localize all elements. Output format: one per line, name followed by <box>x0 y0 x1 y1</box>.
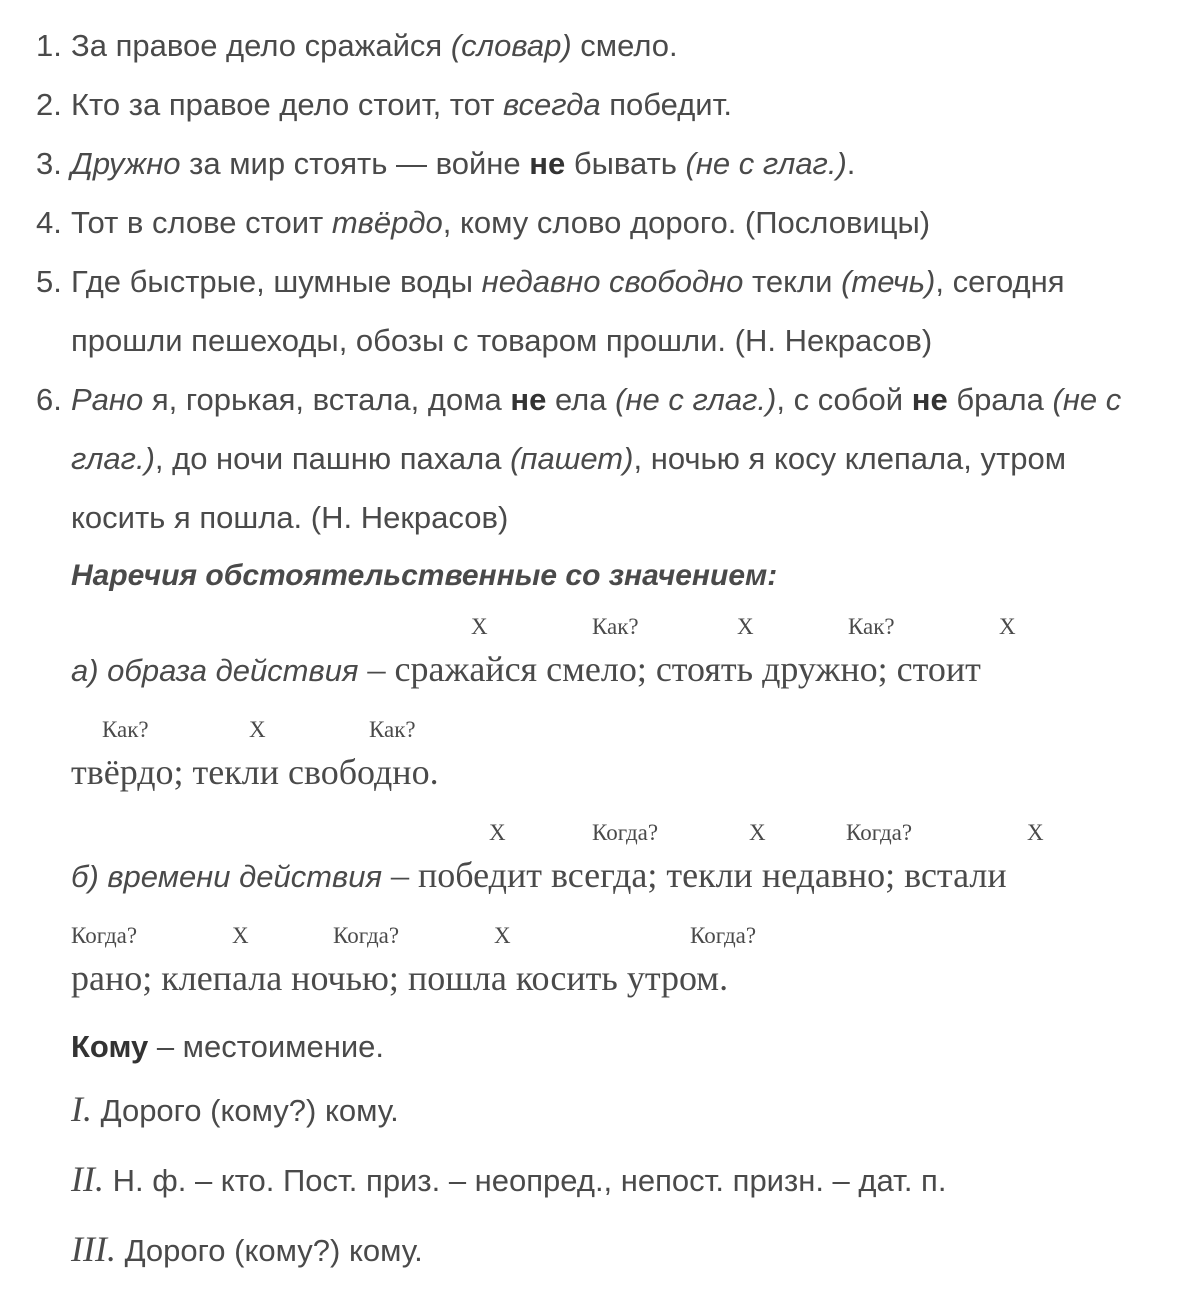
analysis-step <box>71 1231 423 1267</box>
example-text: рано; клепала ночью; пошла косить утром. <box>71 958 729 998</box>
item-text <box>71 266 1065 297</box>
section-heading: Наречия обстоятельственные со значением: <box>71 559 778 592</box>
question-mark-label: Х <box>471 614 488 639</box>
roman-numeral: III. <box>71 1229 116 1269</box>
text-run: – местоимение. <box>148 1029 384 1064</box>
question-mark-label: Х <box>999 614 1016 639</box>
text-run-italic: (не с <box>1052 382 1122 417</box>
text-run: За правое дело сражайся <box>71 28 451 63</box>
analysis-step <box>71 1161 946 1197</box>
text-run: , ночью я косу клепала, утром <box>633 441 1067 476</box>
text-run: я, горькая, встала, дома <box>143 382 511 417</box>
text-run-bold: не <box>529 146 566 181</box>
roman-numeral: I. <box>71 1089 92 1129</box>
item-number: 1. <box>36 28 62 63</box>
text-run-italic: (течь) <box>841 264 936 299</box>
example-label: б) времени действия <box>71 859 383 894</box>
item-text-continuation: прошли пешеходы, обозы с товаром прошли. (Н. Некрасов) <box>71 323 933 358</box>
dash: – <box>382 855 419 895</box>
text-run: за мир стоять — войне <box>180 146 530 181</box>
item-number: 4. <box>36 205 62 240</box>
text-run-italic: всегда <box>503 87 601 122</box>
question-mark-label: Х <box>1027 820 1044 845</box>
adverb-example-a-cont <box>71 754 439 790</box>
question-mark-label: Когда? <box>71 923 138 948</box>
analysis-step <box>71 1091 399 1127</box>
question-mark-label: Когда? <box>846 820 913 845</box>
text-run-italic: Рано <box>71 382 144 417</box>
text-run-italic: (не с глаг.) <box>615 382 777 417</box>
question-mark-label: Х <box>489 820 506 845</box>
adverb-example-a <box>71 651 981 687</box>
item-text-continuation: косить я пошла. (Н. Некрасов) <box>71 500 509 535</box>
roman-numeral: II. <box>71 1159 104 1199</box>
example-label: а) образа действия <box>71 653 359 688</box>
pronoun-note <box>71 1031 384 1062</box>
analysis-text: Дорого (кому?) кому. <box>115 1233 423 1268</box>
text-run: , с собой <box>776 382 912 417</box>
example-text: твёрдо; текли свободно. <box>71 752 439 792</box>
question-mark-label: Как? <box>848 614 895 639</box>
text-run: ела <box>546 382 616 417</box>
question-mark-label: Х <box>749 820 766 845</box>
adverb-example-b <box>71 857 1007 893</box>
question-mark-label: Как? <box>369 717 416 742</box>
question-mark-label: Как? <box>102 717 149 742</box>
text-run-bold: не <box>911 382 948 417</box>
text-run: победит. <box>600 87 732 122</box>
item-number: 5. <box>36 264 62 299</box>
question-mark-label: Х <box>249 717 266 742</box>
text-run-italic: недавно свободно <box>481 264 744 299</box>
question-mark-label: Когда? <box>333 923 400 948</box>
item-text <box>71 384 1121 415</box>
text-run-italic: (пашет) <box>510 441 634 476</box>
item-number: 3. <box>36 146 62 181</box>
text-run: Тот в слове стоит <box>71 205 332 240</box>
item-text <box>71 89 732 120</box>
item-text <box>71 30 678 61</box>
dash: – <box>358 649 395 689</box>
text-run: текли <box>743 264 842 299</box>
analysis-text: Дорого (кому?) кому. <box>92 1093 399 1128</box>
item-number: 2. <box>36 87 62 122</box>
text-run: . <box>846 146 856 181</box>
text-run: бывать <box>565 146 686 181</box>
text-run: брала <box>947 382 1053 417</box>
example-text: победит всегда; текли недавно; встали <box>418 855 1007 895</box>
text-run-italic: твёрдо <box>331 205 443 240</box>
item-text-continuation <box>71 443 1066 474</box>
question-mark-label: Когда? <box>690 923 757 948</box>
item-number: 6. <box>36 382 62 417</box>
adverb-example-b-cont <box>71 960 728 996</box>
text-run: , сегодня <box>935 264 1065 299</box>
text-run: , до ночи пашню пахала <box>154 441 511 476</box>
text-run: Кто за правое дело стоит, тот <box>71 87 504 122</box>
text-run: Где быстрые, шумные воды <box>71 264 482 299</box>
question-mark-label: Когда? <box>592 820 659 845</box>
question-mark-label: Х <box>737 614 754 639</box>
question-mark-label: Х <box>494 923 511 948</box>
item-text <box>71 148 855 179</box>
text-run-italic: (словар) <box>450 28 572 63</box>
analysis-text: Н. ф. – кто. Пост. приз. – неопред., непост. призн. – дат. п. <box>103 1163 947 1198</box>
text-run-bold: не <box>510 382 547 417</box>
text-run: смело. <box>571 28 678 63</box>
example-text: сражайся смело; стоять дружно; стоит <box>394 649 981 689</box>
text-run-bold: Кому <box>71 1029 149 1064</box>
text-run: , кому слово дорого. (Пословицы) <box>442 205 931 240</box>
text-run-italic: глаг.) <box>71 441 155 476</box>
text-run-italic: Дружно <box>71 146 181 181</box>
text-run-italic: (не с глаг.) <box>685 146 847 181</box>
question-mark-label: Х <box>232 923 249 948</box>
question-mark-label: Как? <box>592 614 639 639</box>
item-text <box>71 207 930 238</box>
